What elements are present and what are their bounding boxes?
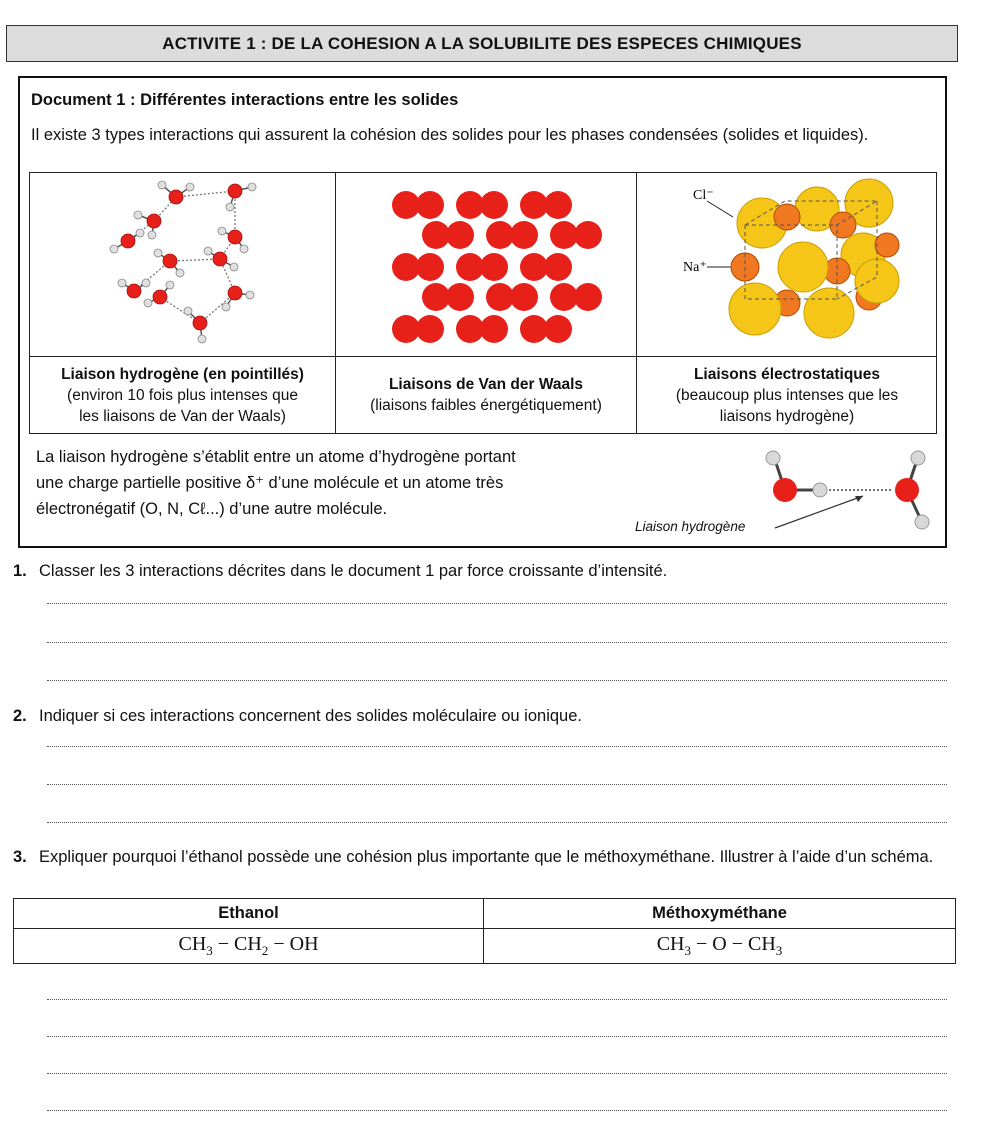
vdw-molecule-atom (416, 315, 444, 343)
interactions-table (29, 172, 937, 434)
vdw-molecule-atom (392, 315, 420, 343)
vdw-molecule-atom (392, 191, 420, 219)
vdw-molecule-atom (544, 191, 572, 219)
answer-line[interactable] (47, 642, 947, 643)
nacl-crystal-image (637, 173, 937, 356)
hydrogen-bond-explanation: La liaison hydrogène s’établit entre un atome d’hydrogène portant une charge partielle positive δ⁺ d’une molécule et un atome très électronégatif (O, N, Cℓ...) d’une autre molécule. (36, 448, 516, 518)
na-label: Na⁺ (683, 260, 707, 275)
vdw-molecule-atom (550, 221, 578, 249)
answer-line[interactable] (47, 822, 947, 823)
electrostatic-caption: Liaisons électrostatiques (beaucoup plus intenses que les liaisons hydrogène) (637, 356, 937, 433)
vdw-molecule-atom (456, 315, 484, 343)
vdw-molecule-atom (480, 191, 508, 219)
answer-line[interactable] (47, 999, 947, 1000)
vdw-molecule-atom (520, 191, 548, 219)
vdw-molecule-atom (446, 283, 474, 311)
vdw-molecule-atom (510, 283, 538, 311)
ethanol-header: Ethanol (14, 899, 484, 929)
question-2: 2. Indiquer si ces interactions concernent des solides moléculaire ou ionique. (13, 707, 582, 725)
molecules-table (13, 898, 956, 964)
answer-line[interactable] (47, 1110, 947, 1111)
methoxymethane-header: Méthoxyméthane (484, 899, 956, 929)
hydrogen-bond-caption: Liaison hydrogène (635, 519, 746, 534)
vdw-molecule-atom (486, 221, 514, 249)
vdw-molecule-atom (416, 191, 444, 219)
cl-label: Cl⁻ (693, 188, 714, 203)
activity-title: ACTIVITE 1 : DE LA COHESION A LA SOLUBILITE DES ESPECES CHIMIQUES (6, 25, 958, 62)
vdw-caption: Liaisons de Van der Waals (liaisons faibles énergétiquement) (336, 356, 636, 433)
vdw-molecule-atom (510, 221, 538, 249)
answer-line[interactable] (47, 680, 947, 681)
vdw-molecule-atom (574, 221, 602, 249)
vdw-molecule-atom (480, 315, 508, 343)
vdw-molecule-atom (416, 253, 444, 281)
vdw-molecule-atom (446, 221, 474, 249)
document-box (18, 76, 947, 548)
vdw-molecule-atom (456, 253, 484, 281)
vdw-molecule-atom (480, 253, 508, 281)
vdw-molecule-atom (456, 191, 484, 219)
van-der-waals-image (336, 173, 636, 356)
vdw-molecule-atom (422, 221, 450, 249)
vdw-molecule-atom (486, 283, 514, 311)
answer-line[interactable] (47, 784, 947, 785)
answer-line[interactable] (47, 1073, 947, 1074)
vdw-molecule-atom (574, 283, 602, 311)
document-title: Document 1 : Différentes interactions entre les solides (31, 91, 459, 109)
answer-line[interactable] (47, 1036, 947, 1037)
vdw-molecule-atom (544, 253, 572, 281)
answer-line[interactable] (47, 746, 947, 747)
vdw-molecule-atom (544, 315, 572, 343)
vdw-molecule-atom (422, 283, 450, 311)
vdw-molecule-atom (392, 253, 420, 281)
vdw-molecule-atom (520, 253, 548, 281)
ethanol-formula: $CH_3 - CH_2$ − OH (14, 929, 484, 964)
hydrogen-bond-network-image (30, 173, 335, 356)
vdw-molecule-atom (550, 283, 578, 311)
answer-line[interactable] (47, 603, 947, 604)
methoxymethane-formula: $CH_3 - O - CH_3$ (484, 929, 956, 964)
vdw-molecule-atom (520, 315, 548, 343)
question-3: 3. Expliquer pourquoi l’éthanol possède une cohésion plus importante que le méthoxyméthane. Illustrer à l’aide d’un schéma. (13, 848, 934, 866)
question-1: 1. Classer les 3 interactions décrites dans le document 1 par force croissante d’intensité. (13, 562, 668, 580)
hydrogen-caption: Liaison hydrogène (en pointillés) (environ 10 fois plus intenses que les liaisons de Van der Waals) (30, 356, 335, 433)
document-intro: Il existe 3 types interactions qui assurent la cohésion des solides pour les phases condensées (solides et liquides). (31, 126, 869, 144)
